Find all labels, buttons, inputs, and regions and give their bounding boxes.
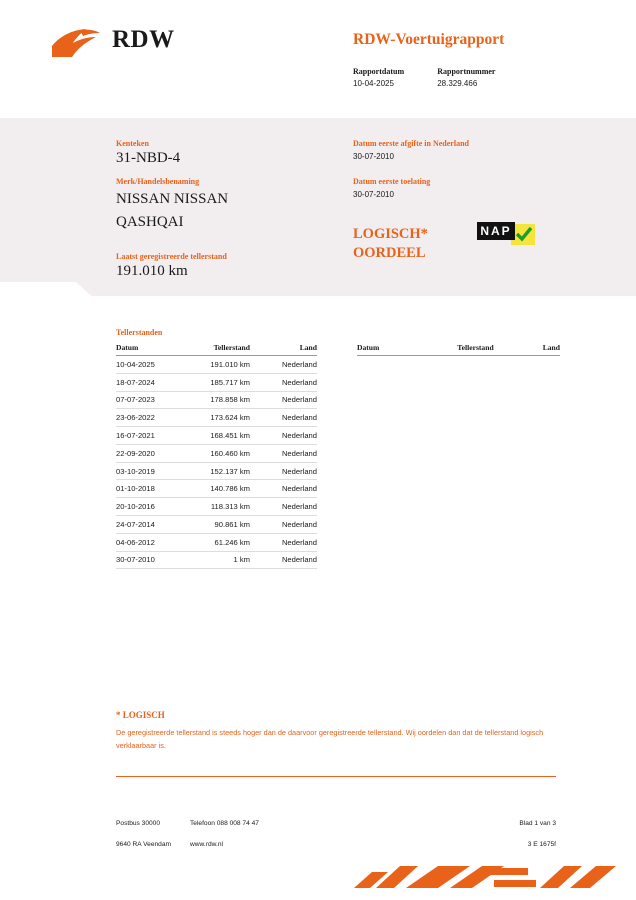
cell-date: 10-04-2025 (116, 356, 178, 374)
rdw-flame-icon (50, 28, 102, 58)
report-number (437, 66, 495, 90)
table-row (116, 427, 317, 445)
page-title: RDW-Voertuigrapport (353, 31, 505, 48)
odometer-table-right (357, 343, 560, 356)
merk-value-line2: QASHQAI (116, 214, 184, 230)
cell-country: Nederland (256, 427, 317, 445)
table-row (116, 356, 317, 374)
merk-value-line1: NISSAN NISSAN (116, 191, 229, 207)
nap-badge (477, 222, 537, 247)
brand-name: RDW (112, 26, 175, 53)
cell-country: Nederland (256, 462, 317, 480)
cell-country: Nederland (256, 533, 317, 551)
cell-date: 20-10-2016 (116, 498, 178, 516)
table-header-row (357, 343, 560, 356)
merk-label: Merk/Handelsbenaming (116, 177, 200, 186)
cell-country: Nederland (256, 444, 317, 462)
divider (116, 776, 556, 777)
footer-address-line2: 9640 RA Veendam (116, 841, 171, 848)
last-odometer-label: Laatst geregistreerde tellerstand (116, 252, 227, 261)
nap-badge-text: NAP (477, 222, 515, 240)
table-row (116, 391, 317, 409)
cell-odometer: 61.246 km (178, 533, 256, 551)
summary-band (0, 118, 636, 296)
column-header-odometer: Tellerstand (178, 343, 256, 356)
cell-odometer: 160.460 km (178, 444, 256, 462)
cell-odometer: 173.624 km (178, 409, 256, 427)
cell-date: 01-10-2018 (116, 480, 178, 498)
odometer-table-left (116, 343, 317, 569)
cell-date: 07-07-2023 (116, 391, 178, 409)
cell-odometer: 90.861 km (178, 516, 256, 534)
cell-date: 30-07-2010 (116, 551, 178, 569)
footer-form-code: 3 E 1675f (527, 841, 556, 848)
cell-odometer: 168.451 km (178, 427, 256, 445)
footer-address-line1: Postbus 30000 (116, 820, 160, 827)
report-date-value: 10-04-2025 (353, 79, 394, 88)
table-row (116, 498, 317, 516)
cell-date: 04-06-2012 (116, 533, 178, 551)
cell-odometer: 1 km (178, 551, 256, 569)
rdw-chevron-stripes-icon (354, 866, 616, 892)
cell-country: Nederland (256, 409, 317, 427)
verdict-explanation (116, 710, 556, 752)
cell-date: 22-09-2020 (116, 444, 178, 462)
cell-date: 03-10-2019 (116, 462, 178, 480)
cell-date: 16-07-2021 (116, 427, 178, 445)
cell-odometer: 178.858 km (178, 391, 256, 409)
first-admission-label: Datum eerste toelating (353, 177, 431, 186)
cell-date: 24-07-2014 (116, 516, 178, 534)
report-date (353, 66, 435, 90)
cell-country: Nederland (256, 516, 317, 534)
footer-website[interactable]: www.rdw.nl (190, 841, 223, 848)
first-registration-nl-value: 30-07-2010 (353, 152, 394, 161)
report-meta (353, 66, 495, 90)
column-header-country: Land (500, 343, 560, 356)
table-row (116, 516, 317, 534)
verdict-explanation-title: * LOGISCH (116, 710, 165, 720)
table-row (116, 373, 317, 391)
table-header-row (116, 343, 317, 356)
document-header (0, 0, 636, 118)
column-header-country: Land (256, 343, 317, 356)
report-number-value: 28.329.466 (437, 79, 478, 88)
cell-odometer: 118.313 km (178, 498, 256, 516)
table-row (116, 409, 317, 427)
kenteken-value: 31-NBD-4 (116, 150, 181, 166)
last-odometer-value: 191.010 km (116, 263, 188, 279)
report-date-label: Rapportdatum (353, 67, 405, 76)
table-row (116, 533, 317, 551)
cell-country: Nederland (256, 498, 317, 516)
verdict-explanation-body: De geregistreerde tellerstand is steeds hoger dan de daarvoor geregistreerde tellerstand. Wij oordelen dan dat de tellerstand logisch verklaarbaar is. (116, 728, 544, 750)
cell-country: Nederland (256, 480, 317, 498)
column-header-date: Datum (357, 343, 420, 356)
first-registration-nl-label: Datum eerste afgifte in Nederland (353, 139, 469, 148)
cell-country: Nederland (256, 551, 317, 569)
kenteken-label: Kenteken (116, 139, 149, 148)
band-notch-decoration (0, 282, 76, 298)
footer-phone: Telefoon 088 008 74 47 (190, 820, 259, 827)
table-row (116, 480, 317, 498)
footer-page-number: Blad 1 van 3 (519, 820, 556, 827)
table-row (116, 444, 317, 462)
first-admission-value: 30-07-2010 (353, 190, 394, 199)
cell-country: Nederland (256, 356, 317, 374)
cell-date: 23-06-2022 (116, 409, 178, 427)
cell-country: Nederland (256, 391, 317, 409)
report-number-label: Rapportnummer (437, 67, 496, 76)
verdict-text (353, 225, 428, 263)
column-header-odometer: Tellerstand (420, 343, 499, 356)
cell-country: Nederland (256, 373, 317, 391)
verdict-line1: LOGISCH* (353, 226, 428, 242)
cell-odometer: 185.717 km (178, 373, 256, 391)
cell-odometer: 191.010 km (178, 356, 256, 374)
table-row (116, 462, 317, 480)
cell-date: 18-07-2024 (116, 373, 178, 391)
table-row (116, 551, 317, 569)
check-mark-icon (515, 225, 533, 243)
odometer-table-title: Tellerstanden (116, 328, 163, 337)
column-header-date: Datum (116, 343, 178, 356)
cell-odometer: 152.137 km (178, 462, 256, 480)
cell-odometer: 140.786 km (178, 480, 256, 498)
verdict-line2: OORDEEL (353, 245, 426, 261)
